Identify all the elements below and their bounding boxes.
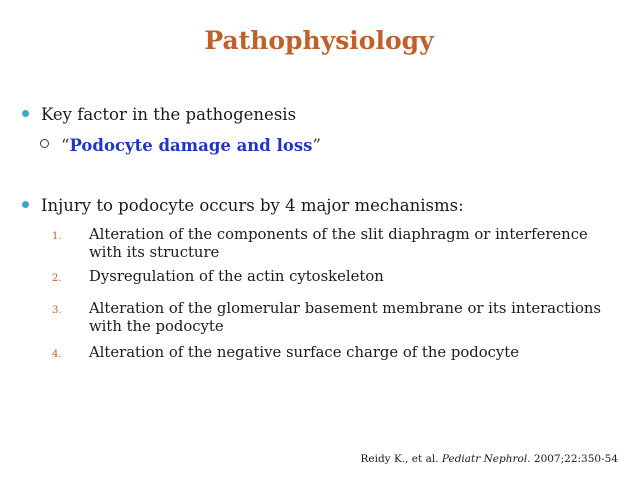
- item-text: Alteration of the negative surface charge of the podocyte: [89, 344, 519, 361]
- item-number: 3.: [52, 305, 62, 316]
- bullet-text: Key factor in the pathogenesis: [41, 105, 297, 124]
- item-text: Alteration of the glomerular basement membrane or its interactions with the podocyte: [89, 300, 602, 335]
- open-quote: “: [61, 136, 70, 155]
- bullet-key-factor: [22, 105, 296, 125]
- mechanism-item: [52, 268, 612, 288]
- mechanism-item: [52, 226, 612, 262]
- citation-journal: Pediatr Nephrol.: [441, 453, 531, 465]
- citation-details: 2007;22:350-54: [533, 453, 618, 465]
- item-text: Alteration of the components of the slit diaphragm or interference with its structure: [89, 226, 588, 261]
- item-number: 4.: [52, 349, 62, 360]
- item-text: Dysregulation of the actin cytoskeleton: [89, 268, 384, 285]
- citation-authors: Reidy K., et al.: [360, 453, 439, 465]
- bullet-dot-icon: [22, 110, 29, 117]
- bullet-dot-icon: [22, 201, 29, 208]
- hollow-circle-icon: [40, 139, 49, 148]
- bullet-injury-mechanisms: [22, 196, 464, 216]
- bullet-text: Injury to podocyte occurs by 4 major mechanisms:: [41, 196, 464, 215]
- mechanism-item: [52, 344, 612, 364]
- citation: [360, 453, 618, 465]
- close-quote: ”: [312, 136, 321, 155]
- emphasis-text: Podocyte damage and loss: [69, 136, 313, 155]
- sub-bullet-podocyte-damage: [40, 136, 321, 156]
- item-number: 1.: [52, 231, 62, 242]
- slide-title: Pathophysiology: [204, 26, 434, 55]
- mechanism-item: [52, 300, 612, 336]
- item-number: 2.: [52, 273, 62, 284]
